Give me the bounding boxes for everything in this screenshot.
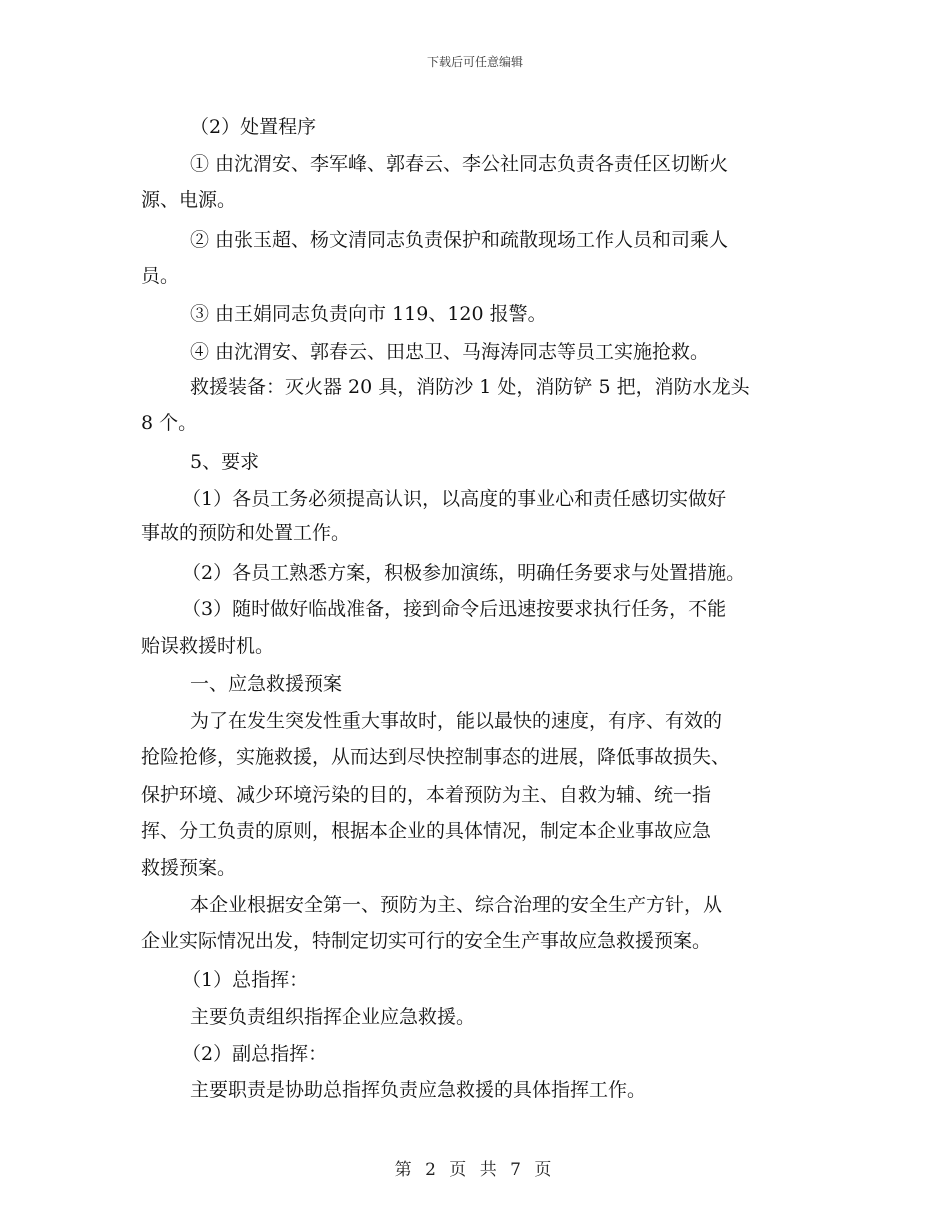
paragraph-line: 企业实际情况出发，特制定切实可行的安全生产事故应急救援预案。 — [141, 930, 712, 952]
paragraph-line: 主要职责是协助总指挥负责应急救援的具体指挥工作。 — [190, 1079, 647, 1101]
paragraph-line: ① 由沈渭安、李军峰、郭春云、李公社同志负责各责任区切断火 — [190, 153, 729, 175]
paragraph-line: 8 个。 — [141, 412, 198, 434]
paragraph-line: 抢险抢修，实施救援，从而达到尽快控制事态的进展，降低事故损失、 — [141, 746, 731, 768]
subheading-commander: （1）总指挥： — [182, 969, 309, 991]
paragraph-line: 贻误救援时机。 — [141, 635, 275, 657]
subheading-deputy-commander: （2）副总指挥： — [182, 1043, 328, 1065]
paragraph-line: 救援装备：灭火器 20 具，消防沙 1 处，消防铲 5 把，消防水龙头 — [190, 376, 750, 398]
page-header: 下载后可任意编辑 — [426, 55, 523, 69]
paragraph-line: ④ 由沈渭安、郭春云、田忠卫、马海涛同志等员工实施抢救。 — [190, 341, 710, 363]
paragraph-line: 救援预案。 — [141, 857, 237, 879]
section-heading-emergency-plan: 一、应急救援预案 — [190, 673, 343, 695]
paragraph-line: （2）各员工熟悉方案，积极参加演练，明确任务要求与处置措施。 — [182, 562, 746, 584]
paragraph-line: 源、电源。 — [141, 189, 237, 211]
paragraph-line: 为了在发生突发性重大事故时，能以最快的速度，有序、有效的 — [190, 710, 723, 732]
section-heading-disposal-procedure: （2）处置程序 — [190, 116, 317, 138]
paragraph-line: 员。 — [141, 265, 180, 287]
paragraph-line: （3）随时做好临战准备，接到命令后迅速按要求执行任务，不能 — [182, 598, 727, 620]
paragraph-line: 本企业根据安全第一、预防为主、综合治理的安全生产方针，从 — [190, 894, 723, 916]
page-number: 第 2 页 共 7 页 — [394, 1160, 556, 1180]
section-heading-requirements: 5、要求 — [190, 451, 260, 473]
paragraph-line: ② 由张玉超、杨文清同志负责保护和疏散现场工作人员和司乘人 — [190, 229, 729, 251]
paragraph-line: （1）各员工务必须提高认识，以高度的事业心和责任感切实做好 — [182, 488, 727, 510]
paragraph-line: 挥、分工负责的原则，根据本企业的具体情况，制定本企业事故应急 — [141, 820, 712, 842]
paragraph-line: 保护环境、减少环境污染的目的，本着预防为主、自救为辅、统一指 — [141, 784, 712, 806]
paragraph-line: ③ 由王娟同志负责向市 119、120 报警。 — [190, 303, 547, 325]
paragraph-line: 事故的预防和处置工作。 — [141, 522, 351, 544]
paragraph-line: 主要负责组织指挥企业应急救援。 — [190, 1006, 476, 1028]
